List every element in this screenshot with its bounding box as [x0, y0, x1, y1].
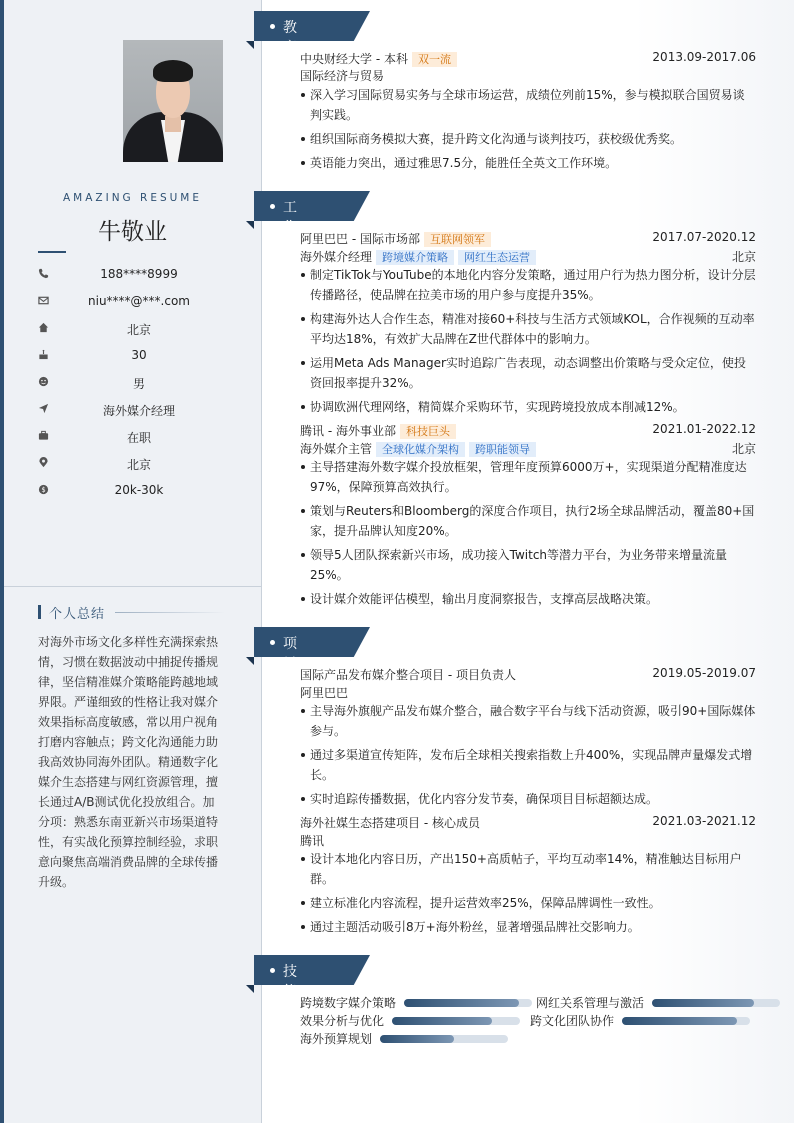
list-item: 实时追踪传播数据，优化内容分发节奏，确保项目目标超额达成。 — [300, 789, 756, 809]
work-role-row — [300, 440, 756, 457]
resume-tagline: AMAZING RESUME — [62, 192, 203, 204]
position-value: 海外媒介经理 — [102, 404, 175, 418]
work-role-row — [300, 248, 756, 265]
svg-text:$: $ — [41, 485, 46, 494]
list-item: 策划与Reuters和Bloomberg的深度合作项目，执行2场全球品牌活动，覆盖80+国家，提升品牌认知度20%。 — [300, 501, 756, 541]
skill-name: 海外预算规划 — [300, 1032, 373, 1046]
list-item: 设计本地化内容日历，产出150+高质帖子，平均互动率14%，精准触达目标用户群。 — [300, 849, 756, 889]
section-title-education: 教育经历 — [283, 20, 298, 96]
sidebar-divider — [4, 586, 261, 587]
salary-value: 20k-30k — [114, 483, 164, 497]
skill-bar — [392, 1017, 520, 1025]
skill-name: 跨文化团队协作 — [530, 1014, 615, 1028]
list-item: 深入学习国际贸易实务与全球市场运营，成绩位列前15%，参与模拟联合国贸易谈判实践。 — [300, 85, 756, 125]
name-underline — [38, 251, 66, 253]
skill-name: 效果分析与优化 — [300, 1014, 385, 1028]
work-company-tag: 互联网领军 — [424, 232, 491, 247]
work-city: 北京 — [731, 250, 756, 264]
list-item: 英语能力突出，通过雅思7.5分，能胜任全英文工作环境。 — [300, 153, 756, 173]
work-header — [300, 422, 756, 439]
education-major-row — [300, 67, 756, 84]
list-item: 协调欧洲代理网络，精简媒介采购环节，实现跨境投放成本削减12%。 — [300, 397, 756, 417]
skill-bar — [404, 999, 532, 1007]
phone-value: 188****8999 — [100, 267, 178, 281]
work-period: 2021.01-2022.12 — [652, 422, 756, 436]
education-header — [300, 50, 756, 67]
status-value: 在职 — [126, 431, 151, 445]
section-title-skills: 技能专长 — [283, 964, 298, 1040]
list-item: 制定TikTok与YouTube的本地化内容分发策略，通过用户行为热力图分析，设计分层传播路径，使品牌在拉美市场的用户参与度提升35%。 — [300, 265, 756, 305]
list-item: 运用Meta Ads Manager实时追踪广告表现，动态调整出价策略与受众定位，使投资回报率提升32%。 — [300, 353, 756, 393]
project-org: 腾讯 — [300, 834, 325, 848]
work-role: 海外媒介经理 — [300, 250, 373, 264]
location-value: 北京 — [126, 458, 151, 472]
skill-bar — [380, 1035, 508, 1043]
project-org-row — [300, 684, 756, 701]
summary-title-line — [115, 612, 225, 613]
summary-text: 对海外市场文化多样性充满探索热情，习惯在数据波动中捕捉传播规律，坚信精准媒介策略能跨越地域界限。严谨细致的性格让我对媒介效果指标高度敏感，常以用户视角打磨内容触点；跨文化沟通能力助我高效协同海外团队。精通数字化媒介生态搭建与网红资源管理，擅长通过A/B测试优化投放组合。加分项：熟悉东南亚新兴市场渠道特性，有实战化预算控制经验，求职意向聚焦高端消费品牌的全球传播升级。 — [38, 635, 219, 889]
work-company: 阿里巴巴 - 国际市场部 — [300, 232, 420, 246]
project-period: 2019.05-2019.07 — [652, 666, 756, 680]
work-role-tag: 跨境媒介策略 — [376, 250, 454, 265]
list-item: 通过主题活动吸引8万+海外粉丝，显著增强品牌社交影响力。 — [300, 917, 756, 937]
skill-bar — [652, 999, 780, 1007]
work-period: 2017.07-2020.12 — [652, 230, 756, 244]
project-title: 国际产品发布媒介整合项目 - 项目负责人 — [300, 668, 516, 682]
work-city: 北京 — [731, 442, 756, 456]
work-role-tag: 网红生态运营 — [458, 250, 536, 265]
project-period: 2021.03-2021.12 — [652, 814, 756, 828]
skill-name: 网红关系管理与激活 — [536, 996, 645, 1010]
education-period: 2013.09-2017.06 — [652, 50, 756, 64]
work-header — [300, 230, 756, 247]
education-tag: 双一流 — [412, 52, 457, 67]
summary-title: 个人总结 — [49, 607, 106, 622]
list-item: 主导海外旗舰产品发布媒介整合，融合数字平台与线下活动资源，吸引90+国际媒体参与。 — [300, 701, 756, 741]
home-value: 北京 — [126, 323, 151, 337]
list-item: 组织国际商务模拟大赛，提升跨文化沟通与谈判技巧，获校级优秀奖。 — [300, 129, 756, 149]
list-item: 领导5人团队探索新兴市场，成功接入Twitch等潜力平台，为业务带来增量流量25%。 — [300, 545, 756, 585]
project-header — [300, 814, 756, 831]
skill-bar — [622, 1017, 750, 1025]
education-major: 国际经济与贸易 — [300, 69, 385, 83]
work-role-tag: 全球化媒介架构 — [376, 442, 465, 457]
section-title-projects: 项目经历 — [283, 636, 298, 712]
summary-title-bar — [38, 605, 41, 619]
list-item: 通过多渠道宣传矩阵，发布后全球相关搜索指数上升400%，实现品牌声量爆发式增长。 — [300, 745, 756, 785]
profile-photo — [123, 40, 223, 162]
education-school: 中央财经大学 - 本科 — [300, 52, 408, 66]
gender-value: 男 — [132, 377, 145, 391]
project-title: 海外社媒生态搭建项目 - 核心成员 — [300, 816, 480, 830]
list-item: 建立标准化内容流程，提升运营效率25%，保障品牌调性一致性。 — [300, 893, 756, 913]
project-org: 阿里巴巴 — [300, 686, 349, 700]
section-title-work: 工作经历 — [283, 200, 298, 276]
skill-name: 跨境数字媒介策略 — [300, 996, 397, 1010]
work-role: 海外媒介主管 — [300, 442, 373, 456]
project-header — [300, 666, 756, 683]
list-item: 主导搭建海外数字媒介投放框架，管理年度预算6000万+，实现渠道分配精准度达97%，保障预算高效执行。 — [300, 457, 756, 497]
sidebar — [4, 0, 262, 1123]
list-item: 构建海外达人合作生态，精准对接60+科技与生活方式领域KOL，合作视频的互动率平均达18%，有效扩大品牌在Z世代群体中的影响力。 — [300, 309, 756, 349]
work-role-tag: 跨职能领导 — [469, 442, 536, 457]
list-item: 设计媒介效能评估模型，输出月度洞察报告，支撑高层战略决策。 — [300, 589, 756, 609]
work-company-tag: 科技巨头 — [400, 424, 456, 439]
candidate-name: 牛敬业 — [98, 219, 167, 245]
work-company: 腾讯 - 海外事业部 — [300, 424, 396, 438]
project-org-row — [300, 832, 756, 849]
email-value: niu****@***.com — [88, 294, 190, 308]
age-value: 30 — [131, 348, 147, 362]
